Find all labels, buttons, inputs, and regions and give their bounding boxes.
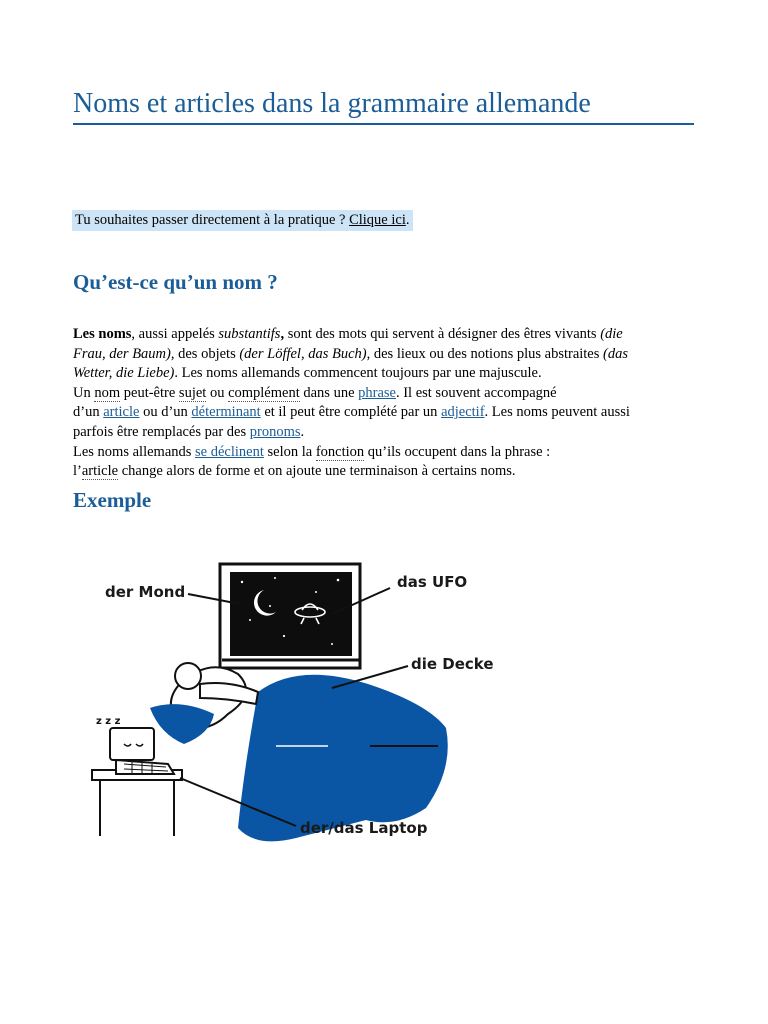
pillow-blue bbox=[150, 704, 214, 744]
text-run: peut-être bbox=[120, 384, 179, 401]
blanket bbox=[238, 675, 448, 842]
text-line bbox=[73, 325, 683, 345]
sleep-zzz: z z z bbox=[96, 716, 121, 727]
text-run: selon la bbox=[263, 443, 316, 460]
bold-term: Les noms bbox=[73, 326, 132, 342]
italic-example: (die bbox=[600, 326, 623, 342]
text-line bbox=[73, 403, 683, 423]
glossary-term-nom[interactable]: nom bbox=[94, 384, 121, 401]
practice-banner bbox=[72, 210, 413, 231]
text-run: et il peut être complété par un bbox=[260, 404, 442, 421]
page-title: Noms et articles dans la grammaire allemande bbox=[73, 88, 591, 119]
text-run: Un bbox=[73, 384, 95, 401]
text-line bbox=[73, 384, 683, 404]
section-heading-example: Exemple bbox=[73, 488, 152, 512]
italic-example: (das bbox=[603, 345, 628, 362]
text-line bbox=[73, 443, 683, 463]
label-der-mond: der Mond bbox=[105, 583, 186, 601]
link-pronoms[interactable]: pronoms bbox=[249, 423, 301, 440]
link-se-declinent[interactable]: se déclinent bbox=[195, 443, 264, 460]
banner-period: . bbox=[405, 212, 410, 228]
italic-example: Frau, der Baum) bbox=[73, 345, 171, 362]
text-run: d’un bbox=[73, 404, 104, 421]
label-die-decke: die Decke bbox=[411, 655, 494, 673]
noun-definition-text bbox=[73, 325, 683, 482]
text-run: dans une bbox=[299, 384, 359, 401]
bedroom-illustration bbox=[70, 548, 510, 848]
text-line bbox=[73, 345, 683, 365]
text-run: ou bbox=[206, 384, 229, 401]
text-line bbox=[73, 364, 683, 384]
text-run: , des objets bbox=[170, 345, 240, 362]
text-run: ou d’un bbox=[139, 404, 192, 421]
sleeper-head bbox=[175, 663, 201, 689]
title-underline bbox=[73, 123, 694, 125]
italic-term: substantifs bbox=[218, 326, 281, 342]
text-run: . Les noms allemands commencent toujours par une majuscule. bbox=[174, 365, 542, 382]
label-das-ufo: das UFO bbox=[397, 573, 468, 591]
text-run: , aussi appelés bbox=[131, 326, 219, 342]
label-der-das-laptop: der/das Laptop bbox=[300, 819, 428, 837]
text-run: parfois être remplacés par des bbox=[73, 423, 250, 440]
link-adjectif[interactable]: adjectif bbox=[441, 404, 485, 421]
text-run: , des lieux ou des notions plus abstraites bbox=[366, 345, 604, 362]
link-article[interactable]: article bbox=[103, 404, 140, 421]
link-phrase[interactable]: phrase bbox=[358, 384, 396, 401]
text-run: . Les noms peuvent aussi bbox=[484, 404, 630, 421]
text-run: sont des mots qui servent à désigner des êtres vivants bbox=[284, 326, 601, 342]
link-determinant[interactable]: déterminant bbox=[191, 404, 261, 421]
glossary-term-fonction[interactable]: fonction bbox=[315, 443, 365, 460]
section-heading-noun: Qu’est-ce qu’un nom ? bbox=[73, 270, 278, 294]
text-run: qu’ils occupent dans la phrase : bbox=[364, 443, 551, 460]
glossary-term-complement[interactable]: complément bbox=[228, 384, 300, 401]
banner-text: Tu souhaites passer directement à la pratique ? bbox=[75, 212, 350, 228]
text-run: , bbox=[280, 326, 285, 342]
laptop-screen bbox=[110, 728, 154, 760]
italic-example: Wetter, die Liebe) bbox=[73, 365, 175, 382]
text-run: Les noms allemands bbox=[73, 443, 196, 460]
glossary-term-sujet[interactable]: sujet bbox=[178, 384, 207, 401]
text-run: change alors de forme et on ajoute une terminaison à certains noms. bbox=[118, 463, 516, 480]
text-run: . bbox=[300, 423, 305, 440]
text-line bbox=[73, 462, 683, 482]
italic-example: (der Löffel, das Buch) bbox=[239, 345, 367, 362]
practice-link[interactable]: Clique ici bbox=[349, 212, 406, 228]
text-line bbox=[73, 423, 683, 443]
glossary-term-article[interactable]: article bbox=[81, 463, 119, 480]
text-run: . Il est souvent accompagné bbox=[395, 384, 557, 401]
text-run: l’ bbox=[73, 463, 82, 480]
